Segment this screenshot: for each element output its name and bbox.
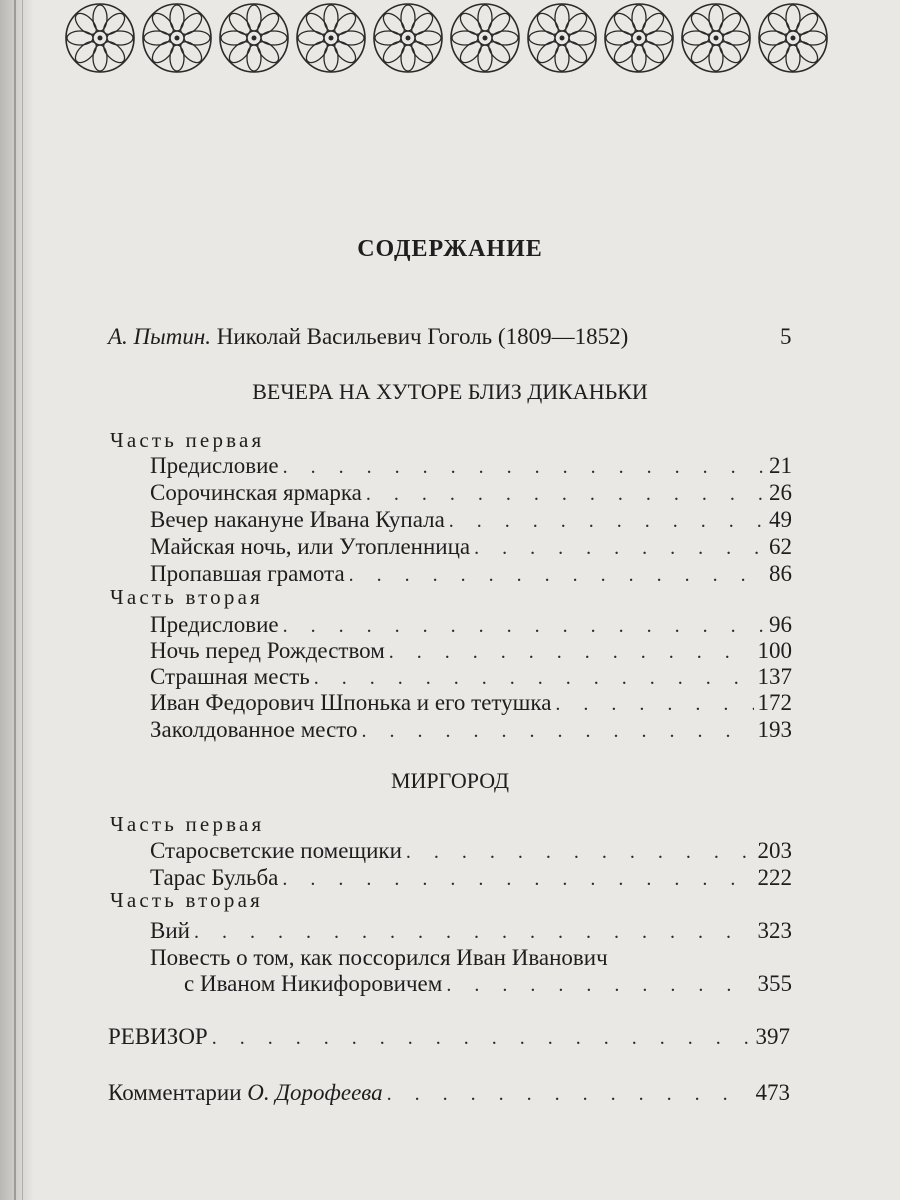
toc-entry [150, 453, 792, 480]
toc-entry [150, 918, 792, 945]
entry-title: РЕВИЗОР [108, 1024, 208, 1049]
entry-page: 473 [755, 1080, 790, 1105]
toc-entry [150, 638, 792, 665]
binding-line [14, 0, 16, 1200]
toc-entry [150, 612, 792, 639]
entry-title: Предисловие [150, 453, 279, 478]
entry-title: Ночь перед Рождеством [150, 638, 385, 663]
entry-page: 100 [757, 638, 792, 663]
entry-title: Майская ночь, или Утопленница [150, 534, 471, 559]
intro-author: А. Пытин. [108, 324, 212, 349]
entry-page: 397 [755, 1024, 790, 1049]
entry-title: Страшная месть [150, 664, 310, 689]
toc-entry [150, 717, 792, 744]
entry-page: 96 [769, 612, 792, 637]
entry-title: Иван Федорович Шпонька и его тетушка [150, 690, 552, 715]
entry-page: 49 [769, 507, 792, 532]
toc-entry [150, 480, 792, 507]
intro-text: Николай Васильевич Гоголь (1809—1852) [216, 324, 629, 349]
entry-title-line2: с Иваном Никифоровичем [184, 971, 443, 996]
entry-title: Пропавшая грамота [150, 561, 345, 586]
toc-entry [150, 561, 792, 588]
toc-entry [184, 971, 792, 998]
entry-page: 222 [757, 865, 792, 890]
page-gutter [0, 0, 34, 1200]
entry-title: Заколдованное место [150, 717, 358, 742]
part-label: Часть первая [110, 812, 265, 836]
entry-title: Сорочинская ярмарка [150, 480, 362, 505]
entry-title-line1: Повесть о том, как поссорился Иван Иванович [150, 945, 608, 970]
entry-title: Тарас Бульба [150, 865, 279, 890]
part-label: Часть вторая [110, 888, 263, 912]
intro-entry [108, 324, 628, 350]
section-heading-evenings: ВЕЧЕРА НА ХУТОРЕ БЛИЗ ДИКАНЬКИ [252, 379, 648, 404]
binding-line-2 [22, 0, 23, 1200]
entry-title: Предисловие [150, 612, 279, 637]
entry-page: 137 [757, 664, 792, 689]
entry-page: 323 [757, 918, 792, 943]
toc-entry [150, 664, 792, 691]
page-title: СОДЕРЖАНИЕ [357, 236, 543, 262]
entry-page: 193 [757, 717, 792, 742]
part-label: Часть первая [110, 428, 265, 452]
toc-entry [150, 507, 792, 534]
ornament-border [62, 2, 852, 76]
entry-title: Вечер накануне Ивана Купала [150, 507, 445, 532]
entry-page: 203 [757, 838, 792, 863]
part-label: Часть вторая [110, 585, 263, 609]
entry-page: 62 [769, 534, 792, 559]
toc-entry-revizor [108, 1024, 790, 1051]
toc-entry-comments [108, 1080, 790, 1107]
entry-title: Вий [150, 918, 190, 943]
entry-title [108, 1080, 383, 1106]
toc-entry [150, 690, 792, 717]
entry-page: 355 [757, 971, 792, 996]
entry-page: 86 [769, 561, 792, 586]
toc-entry [150, 838, 792, 865]
section-heading-mirgorod: МИРГОРОД [390, 768, 510, 793]
comments-author: О. Дорофеева [247, 1080, 383, 1105]
entry-page: 172 [757, 690, 792, 715]
intro-page: 5 [780, 324, 792, 349]
comments-label: Комментарии [108, 1080, 242, 1105]
entry-page: 21 [769, 453, 792, 478]
toc-entry [150, 534, 792, 561]
entry-title: Старосветские помещики [150, 838, 402, 863]
entry-page: 26 [769, 480, 792, 505]
